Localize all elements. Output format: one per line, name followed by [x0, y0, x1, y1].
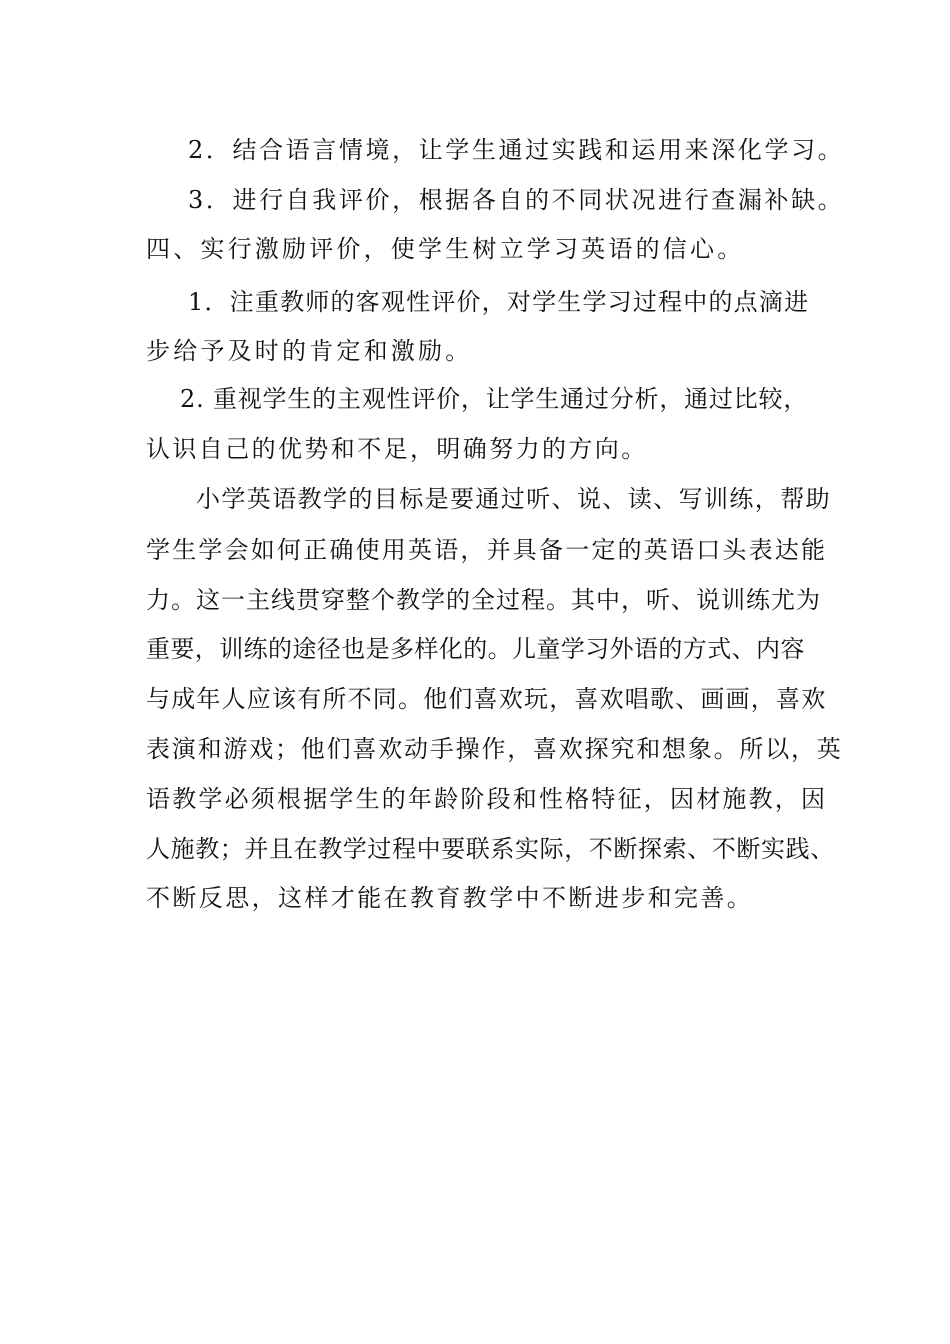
text-line-item-3: 3．进行自我评价，根据各自的不同状况进行查漏补缺。	[188, 186, 845, 214]
text-line-item-2: 2．结合语言情境，让学生通过实践和运用来深化学习。	[188, 136, 845, 164]
paragraph-line-5: 与成年人应该有所不同。他们喜欢玩，喜欢唱歌、画画，喜欢	[146, 685, 827, 713]
paragraph-line-7: 语教学必须根据学生的年龄阶段和性格特征，因材施教，因	[146, 785, 828, 813]
text-line-item-1-cont: 步给予及时的肯定和激励。	[146, 337, 473, 365]
section-heading-4: 四、实行激励评价，使学生树立学习英语的信心。	[146, 235, 745, 263]
paragraph-line-4: 重要，训练的途径也是多样化的。儿童学习外语的方式、内容	[146, 635, 805, 663]
paragraph-line-6: 表演和游戏；他们喜欢动手操作，喜欢探究和想象。所以，英	[146, 735, 843, 763]
paragraph-line-3: 力。这一主线贯穿整个教学的全过程。其中，听、说训练尤为	[146, 586, 821, 614]
text-line-item-2b: 2. 重视学生的主观性评价，让学生通过分析，通过比较，	[180, 385, 809, 413]
text-line-item-1: 1．注重教师的客观性评价，对学生学习过程中的点滴进	[188, 288, 810, 316]
text-line-item-2b-cont: 认识自己的优势和不足，明确努力的方向。	[146, 435, 648, 463]
paragraph-line-9: 不断反思，这样才能在教育教学中不断进步和完善。	[146, 884, 754, 912]
paragraph-line-2: 学生学会如何正确使用英语，并具备一定的英语口头表达能	[146, 536, 828, 564]
paragraph-line-8: 人施教；并且在教学过程中要联系实际，不断探索、不断实践、	[146, 835, 835, 863]
paragraph-line-1: 小学英语教学的目标是要通过听、说、读、写训练，帮助	[196, 485, 831, 513]
